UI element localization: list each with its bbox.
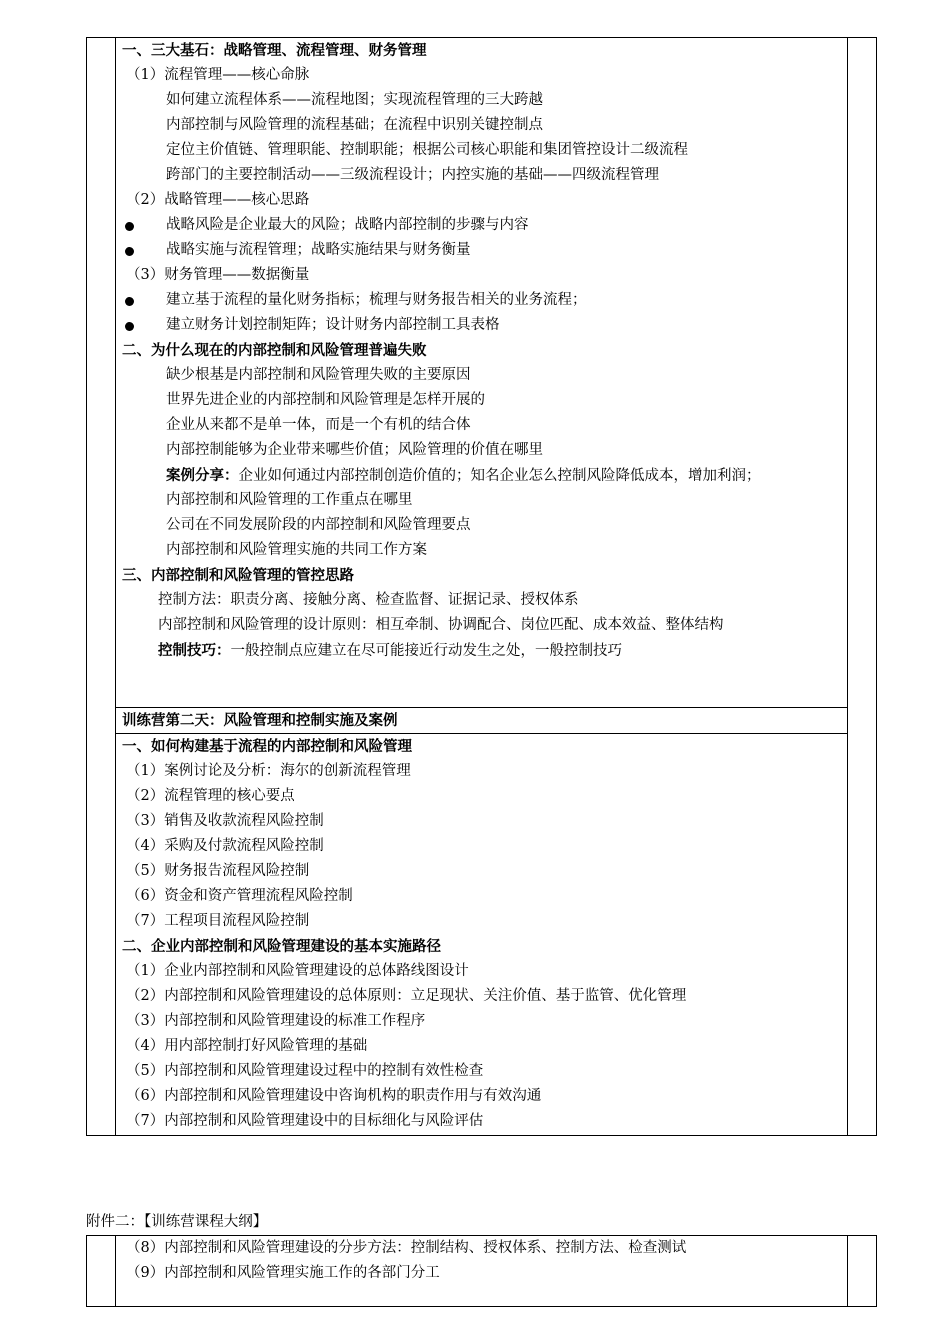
case-share-label: 案例分享： <box>166 467 239 484</box>
bullet-text: 战略实施与流程管理；战略实施结果与财务衡量 <box>166 242 471 258</box>
list-item: 企业从来都不是单一体，而是一个有机的结合体 <box>166 417 471 433</box>
right-margin-cell <box>848 38 877 1136</box>
subsection-heading: （1）流程管理——核心命脉 <box>126 67 310 83</box>
list-item: （2）流程管理的核心要点 <box>126 788 295 804</box>
attachment-caption: 附件二：【训练营课程大纲】 <box>86 1214 268 1230</box>
left-margin-cell <box>87 38 116 1136</box>
list-item: 内部控制和风险管理的工作重点在哪里 <box>166 492 413 508</box>
list-item: （4）用内部控制打好风险管理的基础 <box>126 1038 368 1054</box>
content-cell <box>116 38 848 1136</box>
subsection-heading: （2）战略管理——核心思路 <box>126 192 310 208</box>
list-item: 定位主价值链、管理职能、控制职能；根据公司核心职能和集团管控设计二级流程 <box>166 142 688 158</box>
attachment-table <box>86 1235 877 1307</box>
bullet-item <box>116 313 847 338</box>
list-item: 跨部门的主要控制活动——三级流程设计；内控实施的基础——四级流程管理 <box>166 167 659 183</box>
content-cell <box>116 1236 848 1307</box>
control-technique-line <box>116 638 847 663</box>
list-item: （6）内部控制和风险管理建设中咨询机构的职责作用与有效沟通 <box>126 1088 542 1104</box>
list-item: （5）财务报告流程风险控制 <box>126 863 310 879</box>
bullet-item <box>116 288 847 313</box>
control-technique-label: 控制技巧： <box>158 642 231 659</box>
bullet-dot-icon <box>125 247 134 256</box>
list-item: （1）企业内部控制和风险管理建设的总体路线图设计 <box>126 963 469 979</box>
list-item: （6）资金和资产管理流程风险控制 <box>126 888 353 904</box>
bullet-text: 建立财务计划控制矩阵；设计财务内部控制工具表格 <box>166 317 500 333</box>
bullet-dot-icon <box>125 222 134 231</box>
list-item: 世界先进企业的内部控制和风险管理是怎样开展的 <box>166 392 485 408</box>
section-title: 一、如何构建基于流程的内部控制和风险管理 <box>122 738 412 755</box>
bullet-dot-icon <box>125 322 134 331</box>
list-item: 内部控制与风险管理的流程基础；在流程中识别关键控制点 <box>166 117 543 133</box>
list-item: （9）内部控制和风险管理实施工作的各部门分工 <box>126 1265 440 1281</box>
list-item: 控制方法：职责分离、接触分离、检查监督、证据记录、授权体系 <box>158 592 579 608</box>
section-title: 二、为什么现在的内部控制和风险管理普遍失败 <box>122 342 427 359</box>
section-title: 三、内部控制和风险管理的管控思路 <box>122 567 354 584</box>
list-item: 内部控制和风险管理的设计原则：相互牵制、协调配合、岗位匹配、成本效益、整体结构 <box>158 617 724 633</box>
day2-header: 训练营第二天：风险管理和控制实施及案例 <box>122 712 398 729</box>
list-item: （5）内部控制和风险管理建设过程中的控制有效性检查 <box>126 1063 484 1079</box>
case-share-line <box>116 463 847 488</box>
left-margin-cell <box>87 1236 116 1307</box>
list-item: （8）内部控制和风险管理建设的分步方法：控制结构、授权体系、控制方法、检查测试 <box>126 1240 687 1256</box>
bullet-text: 战略风险是企业最大的风险；战略内部控制的步骤与内容 <box>166 217 529 233</box>
bullet-item <box>116 238 847 263</box>
course-outline-table <box>86 37 877 1136</box>
list-item: 缺少根基是内部控制和风险管理失败的主要原因 <box>166 367 471 383</box>
section-title: 一、三大基石：战略管理、流程管理、财务管理 <box>122 42 427 59</box>
list-item: （2）内部控制和风险管理建设的总体原则：立足现状、关注价值、基于监管、优化管理 <box>126 988 687 1004</box>
right-margin-cell <box>848 1236 877 1307</box>
day2-section <box>116 707 847 733</box>
list-item: 内部控制和风险管理实施的共同工作方案 <box>166 542 427 558</box>
bullet-text: 建立基于流程的量化财务指标；梳理与财务报告相关的业务流程； <box>166 292 587 308</box>
bullet-item <box>116 213 847 238</box>
bullet-dot-icon <box>125 297 134 306</box>
day2-content <box>116 733 847 1134</box>
list-item: （3）销售及收款流程风险控制 <box>126 813 324 829</box>
list-item: 如何建立流程体系——流程地图；实现流程管理的三大跨越 <box>166 92 543 108</box>
list-item: （4）采购及付款流程风险控制 <box>126 838 324 854</box>
list-item: （1）案例讨论及分析：海尔的创新流程管理 <box>126 763 411 779</box>
section-title: 二、企业内部控制和风险管理建设的基本实施路径 <box>122 938 441 955</box>
case-share-text: 企业如何通过内部控制创造价值的；知名企业怎么控制风险降低成本，增加利润； <box>238 468 761 484</box>
list-item: 公司在不同发展阶段的内部控制和风险管理要点 <box>166 517 471 533</box>
control-technique-text: 一般控制点应建立在尽可能接近行动发生之处，一般控制技巧 <box>230 643 622 659</box>
list-item: （3）内部控制和风险管理建设的标准工作程序 <box>126 1013 426 1029</box>
subsection-heading: （3）财务管理——数据衡量 <box>126 267 310 283</box>
list-item: 内部控制能够为企业带来哪些价值；风险管理的价值在哪里 <box>166 442 543 458</box>
list-item: （7）内部控制和风险管理建设中的目标细化与风险评估 <box>126 1113 484 1129</box>
list-item: （7）工程项目流程风险控制 <box>126 913 310 929</box>
